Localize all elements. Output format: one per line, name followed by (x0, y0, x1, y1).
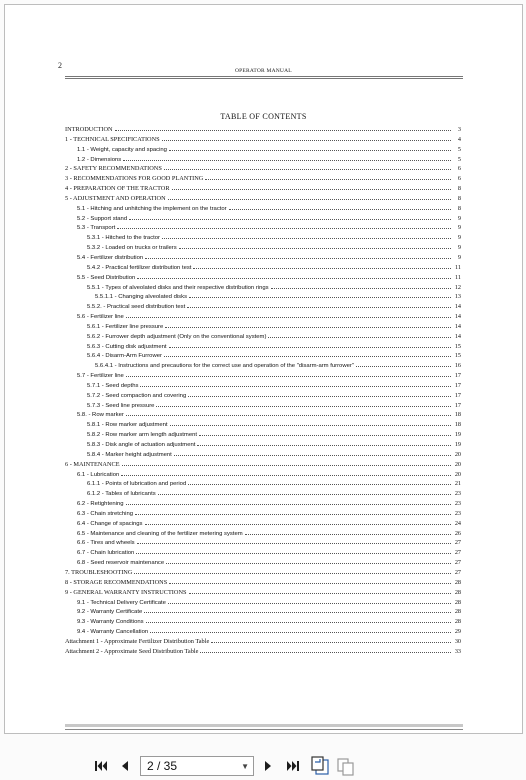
toc-entry-title: 6.8 - Seed reservoir maintenance (77, 560, 165, 567)
toc-entry (65, 263, 461, 273)
dot-leader (135, 514, 451, 515)
toc-entry-title: 5.3.2 - Loaded on trucks or trailers (87, 245, 177, 252)
toc-entry (65, 509, 461, 519)
toc-entry (65, 548, 461, 558)
toc-entry-title: 9.3 - Warranty Conditions (77, 619, 144, 626)
toc-entry-title: Attachment 1 - Approximate Fertilizer Distribution Table (65, 637, 210, 645)
table-of-contents (65, 125, 461, 657)
dot-leader (121, 475, 451, 476)
toc-entry-title: 5.6.1 - Fertilizer line pressure (87, 323, 164, 330)
toc-entry-title: 5.8.3 - Disk angle of actuation adjustment (87, 442, 196, 448)
toc-entry-page: 27 (454, 559, 461, 567)
toc-entry-page: 12 (454, 283, 461, 291)
toc-entry-page: 19 (454, 431, 461, 439)
toc-entry-page: 9 (457, 244, 461, 252)
toc-entry (65, 607, 461, 617)
toc-entry (65, 637, 461, 647)
toc-entry-title: INTRODUCTION (65, 126, 113, 133)
dot-leader (169, 583, 451, 584)
dot-leader (150, 632, 451, 633)
dot-leader (137, 543, 451, 544)
toc-entry-title: 6.3 - Chain stretching (77, 510, 133, 517)
toc-entry-title: 9.4 - Warranty Cancellation (77, 629, 149, 636)
toc-entry-page: 17 (454, 401, 461, 409)
dot-leader (211, 642, 451, 643)
toc-entry (65, 174, 461, 184)
toc-entry-page: 27 (454, 568, 461, 576)
toc-entry-title: 6.2 - Retightening (77, 501, 124, 508)
dot-leader (189, 593, 451, 594)
toc-entry (65, 420, 461, 430)
toc-entry (65, 184, 461, 194)
toc-entry (65, 401, 461, 411)
toc-entry-page: 9 (457, 214, 461, 222)
dot-leader (144, 612, 451, 613)
toc-entry-title: 4 - PREPARATION OF THE TRACTOR (65, 185, 170, 193)
toc-entry-page: 20 (454, 460, 461, 468)
toc-entry-page: 26 (454, 529, 461, 537)
toc-entry-page: 8 (457, 204, 461, 212)
toc-entry-title: 5.6.2 - Furrower depth adjustment (Only on the conventional system) (87, 333, 267, 340)
toc-entry-page: 17 (454, 372, 461, 380)
toc-entry (65, 125, 461, 135)
dot-leader (168, 603, 451, 604)
toc-entry-title: 5.4 - Fertilizer distribution (77, 254, 144, 261)
toc-entry-title: 2 - SAFETY RECOMMENDATIONS (65, 165, 162, 173)
page-indicator: 2 / 35 (147, 759, 178, 773)
dot-leader (200, 652, 451, 653)
toc-entry-title: 5.8.1 - Row marker adjustment (87, 422, 168, 429)
toc-entry (65, 283, 461, 293)
toc-entry (65, 519, 461, 529)
toc-entry-title: 6.4 - Change of spacings (77, 520, 143, 527)
toc-entry-page: 23 (454, 500, 461, 508)
toc-entry-title: 5.8.4 - Marker height adjustment (87, 451, 172, 458)
toc-entry-title: 6 - MAINTENANCE (65, 460, 120, 468)
toc-entry-page: 4 (457, 135, 461, 143)
dot-leader (179, 248, 451, 249)
dot-leader (126, 415, 451, 416)
toc-entry-title: 8 - STORAGE RECOMMENDATIONS (65, 578, 168, 586)
toc-entry-page: 15 (454, 342, 461, 350)
dot-leader (197, 445, 451, 446)
toc-entry-page: 5 (457, 155, 461, 163)
dot-leader (162, 140, 451, 141)
toc-entry-title: 5.2 - Support stand (77, 215, 128, 222)
toc-entry (65, 292, 461, 302)
toc-entry-title: 5.7.2 - Seed compaction and covering (87, 392, 187, 399)
toc-entry-title: 1.1 - Weight, capacity and spacing (77, 146, 167, 153)
toc-entry-title: 5.8. - Row marker (77, 412, 124, 419)
toc-entry (65, 647, 461, 657)
toc-entry-page: 11 (455, 263, 461, 271)
toc-entry-title: 6.1.1 - Points of lubrication and period (87, 481, 187, 488)
toc-entry (65, 342, 461, 352)
toc-entry-page: 19 (454, 441, 461, 448)
dot-leader (115, 130, 451, 131)
header-rule (65, 76, 463, 77)
toc-entry (65, 538, 461, 548)
chevron-down-icon: ▼ (241, 762, 249, 771)
footer-bar (65, 724, 463, 727)
toc-entry-title: 5.6.4 - Disarm-Arm Furrower (87, 353, 162, 360)
toc-entry (65, 489, 461, 499)
dot-leader (188, 484, 451, 485)
toc-entry-page: 17 (454, 381, 461, 389)
toc-entry (65, 381, 461, 391)
dot-leader (164, 356, 451, 357)
toc-entry (65, 588, 461, 598)
viewer-toolbar (0, 747, 526, 780)
toc-entry-title: Attachment 2 - Approximate Seed Distribution Table (65, 647, 199, 655)
toc-entry (65, 529, 461, 539)
toc-entry-page: 27 (454, 539, 461, 547)
toc-entry (65, 617, 461, 627)
toc-entry-page: 20 (454, 450, 461, 458)
toc-entry-page: 17 (454, 391, 461, 399)
last-page-icon[interactable] (286, 760, 300, 772)
toc-entry-title: 5.4.2 - Practical fertilizer distribution test (87, 264, 192, 271)
toc-entry (65, 627, 461, 637)
toc-entry (65, 479, 461, 489)
toc-entry (65, 371, 461, 381)
toc-entry-page: 14 (454, 313, 461, 321)
toc-entry (65, 322, 461, 332)
dot-leader (140, 386, 451, 387)
dot-leader (122, 465, 451, 466)
toc-entry-title: 5.5 - Seed Distribution (77, 274, 136, 281)
toc-entry-page: 27 (454, 549, 461, 557)
toc-entry-title: 5 - ADJUSTMENT AND OPERATION (65, 194, 166, 202)
toc-entry-title: 3 - RECOMMENDATIONS FOR GOOD PLANTING (65, 175, 204, 183)
toc-entry-page: 23 (454, 490, 461, 498)
toc-entry (65, 460, 461, 470)
dot-leader (271, 288, 451, 289)
dot-leader (126, 504, 451, 505)
dot-leader (129, 219, 451, 220)
dot-leader (189, 297, 451, 298)
running-head: OPERATOR MANUAL (235, 68, 292, 74)
first-page-icon[interactable] (94, 760, 108, 772)
dot-leader (229, 209, 451, 210)
toc-entry-page: 28 (454, 578, 461, 586)
dot-leader (146, 622, 451, 623)
toc-entry-title: 6.1 - Lubrication (77, 471, 120, 478)
toc-entry-title: 5.5.1 - Types of alveolated disks and their respective distribution rings (87, 284, 269, 291)
toc-entry-title: 6.5 - Maintenance and cleaning of the fertilizer metering system (77, 530, 243, 537)
dot-leader (156, 406, 451, 407)
toc-entry-page: 8 (457, 194, 461, 202)
toc-entry (65, 204, 461, 214)
toc-entry (65, 332, 461, 342)
toc-entry-title: 5.3.1 - Hitched to the tractor (87, 235, 161, 242)
toc-entry-page: 28 (454, 588, 461, 596)
toc-entry (65, 450, 461, 460)
toc-entry-title: 6.7 - Chain lubrication (77, 550, 135, 557)
dot-leader (188, 396, 451, 397)
toc-entry-title: 5.7.1 - Seed depths (87, 382, 139, 389)
toc-entry-page: 16 (454, 362, 461, 370)
document-page (4, 4, 523, 734)
toc-entry-title: 9.1 - Technical Delivery Certificate (77, 599, 166, 606)
toc-entry-title: 5.6.3 - Cutting disk adjustment (87, 343, 167, 350)
toc-entry (65, 361, 461, 371)
dot-leader (126, 376, 451, 377)
dot-leader (169, 150, 451, 151)
toc-entry-page: 21 (454, 480, 461, 488)
toc-entry-page: 11 (455, 273, 461, 281)
toc-entry (65, 273, 461, 283)
toc-entry-title: 5.6.4.1 - Instructions and precautions for the correct use and operation of the "disarm-arm furrower" (95, 363, 354, 370)
toc-entry-page: 3 (457, 126, 461, 133)
export-page-icon[interactable] (310, 756, 330, 776)
toc-entry-page: 18 (454, 421, 461, 429)
toc-entry-page: 28 (454, 608, 461, 616)
toc-entry-title: 5.7 - Fertilizer line (77, 373, 124, 380)
dot-leader (164, 169, 451, 170)
toc-entry (65, 302, 461, 312)
toc-entry-title: 5.5.2. - Practical seed distribution test (87, 304, 186, 311)
dot-leader (199, 435, 451, 436)
toc-entry-page: 9 (457, 253, 461, 261)
dot-leader (356, 366, 451, 367)
page-selector[interactable] (140, 756, 254, 776)
toc-entry-title: 5.7.3 - Seed line pressure (87, 402, 155, 409)
toc-entry (65, 598, 461, 608)
toc-entry (65, 440, 461, 450)
dot-leader (168, 199, 451, 200)
dot-leader (136, 553, 451, 554)
toc-entry (65, 312, 461, 322)
toc-entry-title: 5.8.2 - Row marker arm length adjustment (87, 432, 198, 439)
toc-entry (65, 499, 461, 509)
toc-entry-page: 30 (454, 637, 461, 645)
dot-leader (137, 278, 451, 279)
toc-entry-page: 23 (454, 509, 461, 517)
dot-leader (169, 347, 451, 348)
toc-entry-page: 29 (454, 628, 461, 636)
toc-entry-page: 33 (454, 647, 461, 655)
dot-leader (245, 534, 451, 535)
toc-entry (65, 223, 461, 233)
toc-entry-page: 28 (454, 618, 461, 626)
toc-entry-title: 5.3 - Transport (77, 225, 116, 232)
toc-entry (65, 410, 461, 420)
dot-leader (268, 337, 451, 338)
header-rule-second (65, 78, 463, 79)
page-number: 2 (58, 61, 62, 70)
toc-entry-title: 1 - TECHNICAL SPECIFICATIONS (65, 135, 160, 143)
dot-leader (193, 268, 451, 269)
next-page-icon[interactable] (264, 760, 273, 772)
toc-entry (65, 558, 461, 568)
toc-entry-title: 6.6 - Tires and wheels (77, 540, 135, 547)
toc-entry-page: 28 (454, 598, 461, 606)
toc-entry-page: 13 (454, 293, 461, 301)
toc-entry-title: 9 - GENERAL WARRANTY INSTRUCTIONS (65, 588, 187, 596)
toc-entry-title: 9.2 - Warranty Certificate (77, 609, 143, 616)
dot-leader (165, 327, 451, 328)
toc-entry (65, 145, 461, 155)
dot-leader (145, 258, 451, 259)
toc-entry-page: 6 (457, 165, 461, 173)
dot-leader (134, 573, 451, 574)
dot-leader (166, 563, 451, 564)
dot-leader (172, 189, 451, 190)
toc-entry-title: 5.5.1.1 - Changing alveolated disks (95, 294, 188, 301)
toc-entry-page: 14 (454, 303, 461, 311)
dot-leader (205, 179, 451, 180)
toc-entry-title: 5.6 - Fertilizer line (77, 314, 124, 321)
dot-leader (126, 317, 451, 318)
toc-entry-page: 9 (457, 234, 461, 242)
toc-entry (65, 194, 461, 204)
dot-leader (162, 238, 451, 239)
toc-entry-page: 24 (454, 519, 461, 527)
toc-entry-page: 9 (457, 224, 461, 232)
toc-entry (65, 243, 461, 253)
toc-entry-title: 7. TROUBLESHOOTING (65, 568, 133, 576)
dot-leader (117, 228, 451, 229)
dot-leader (187, 307, 451, 308)
toc-entry (65, 253, 461, 263)
dot-leader (174, 455, 451, 456)
toc-entry (65, 470, 461, 480)
dot-leader (170, 425, 451, 426)
toc-entry-page: 6 (457, 175, 461, 183)
dot-leader (158, 494, 451, 495)
toc-entry (65, 578, 461, 588)
dot-leader (145, 524, 452, 525)
dot-leader (123, 160, 451, 161)
toc-entry (65, 233, 461, 243)
copy-page-icon[interactable] (336, 757, 356, 777)
toc-entry-title: 5.1 - Hitching and unhitching the implement on the tractor (77, 205, 227, 212)
toc-entry (65, 164, 461, 174)
toc-entry-page: 15 (454, 352, 461, 360)
footer-rule (65, 729, 463, 730)
toc-entry (65, 391, 461, 401)
toc-entry (65, 430, 461, 440)
toc-entry-page: 8 (457, 185, 461, 193)
toc-title: TABLE OF CONTENTS (220, 112, 307, 121)
toc-entry-page: 18 (454, 411, 461, 419)
toc-entry-page: 14 (454, 322, 461, 330)
toc-entry-page: 14 (454, 332, 461, 340)
toc-entry (65, 214, 461, 224)
toc-entry (65, 155, 461, 165)
previous-page-icon[interactable] (120, 760, 129, 772)
toc-entry-title: 1.2 - Dimensions (77, 156, 122, 163)
toc-entry-page: 5 (457, 145, 461, 153)
toc-entry (65, 351, 461, 361)
toc-entry (65, 568, 461, 578)
toc-entry (65, 135, 461, 145)
toc-entry-page: 20 (454, 470, 461, 478)
toc-entry-title: 6.1.2 - Tables of lubricants (87, 491, 156, 498)
